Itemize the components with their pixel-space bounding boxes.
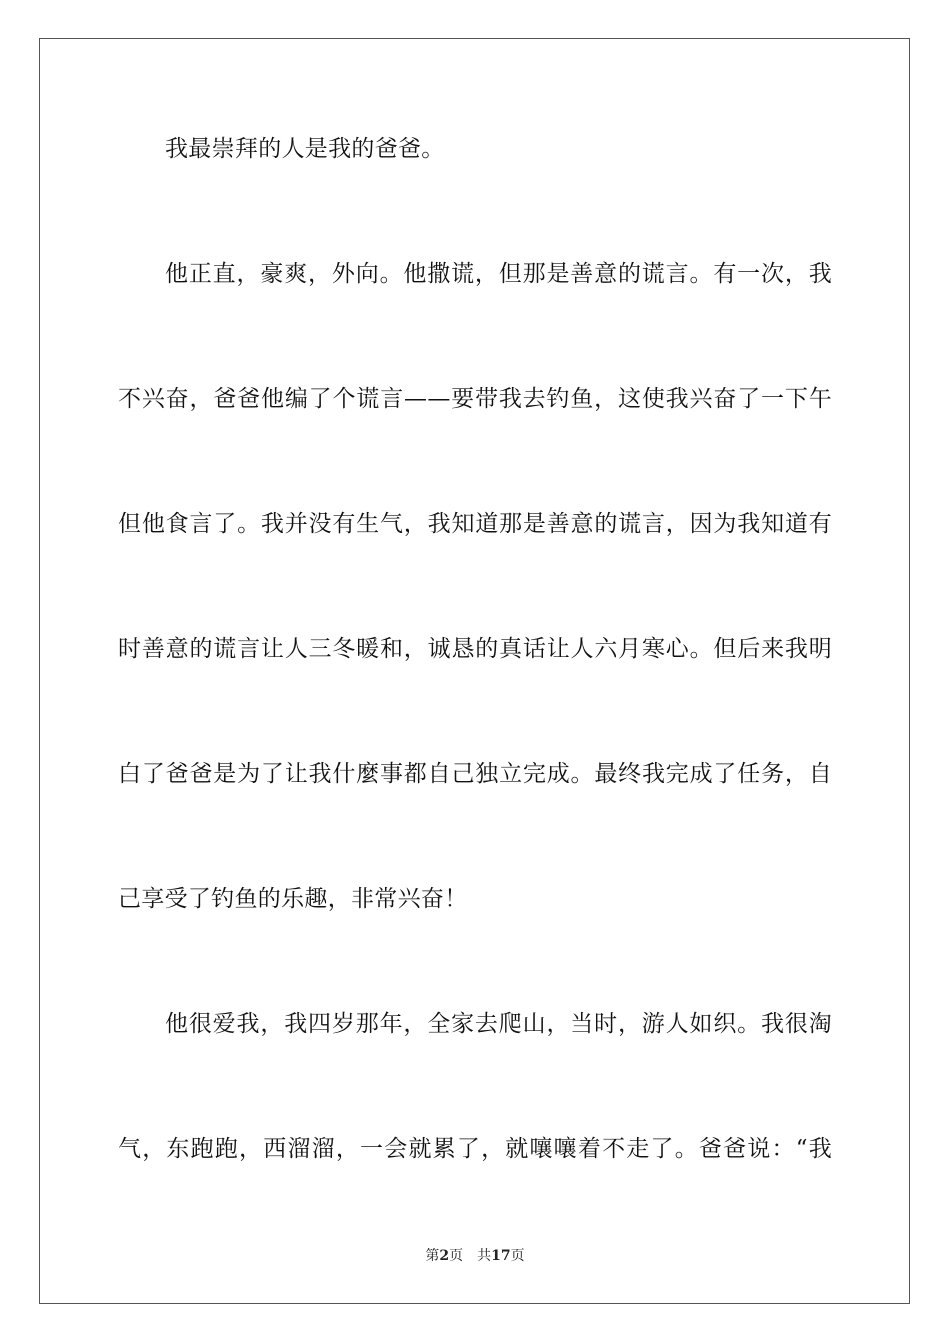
paragraph-line: 他很爱我，我四岁那年，全家去爬山，当时，游人如织。我很淘: [165, 1011, 832, 1037]
total-pages: 17: [491, 1248, 511, 1264]
page-number: 2: [439, 1248, 450, 1264]
page-footer: [0, 1247, 950, 1265]
paragraph-line: 时善意的谎言让人三冬暖和，诚恳的真话让人六月寒心。但后来我明: [118, 636, 832, 662]
total-suffix: 页: [510, 1248, 525, 1264]
paragraph-line: 他正直，豪爽，外向。他撒谎，但那是善意的谎言。有一次，我: [165, 261, 832, 287]
page-suffix: 页: [449, 1248, 464, 1264]
paragraph-line: 气，东跑跑，西溜溜，一会就累了，就嚷嚷着不走了。爸爸说：“我: [118, 1136, 832, 1162]
paragraph-line: 白了爸爸是为了让我什麼事都自己独立完成。最终我完成了任务，自: [118, 761, 832, 787]
paragraph-line: 我最崇拜的人是我的爸爸。: [165, 136, 445, 162]
paragraph-line: 己享受了钓鱼的乐趣，非常兴奋！: [118, 886, 468, 912]
page-prefix: 第: [425, 1248, 440, 1264]
total-prefix: 共: [477, 1248, 492, 1264]
paragraph-line: 但他食言了。我并没有生气，我知道那是善意的谎言，因为我知道有: [118, 511, 832, 537]
page-frame: [39, 38, 910, 1304]
paragraph-line: 不兴奋，爸爸他编了个谎言——要带我去钓鱼，这使我兴奋了一下午: [118, 386, 832, 412]
